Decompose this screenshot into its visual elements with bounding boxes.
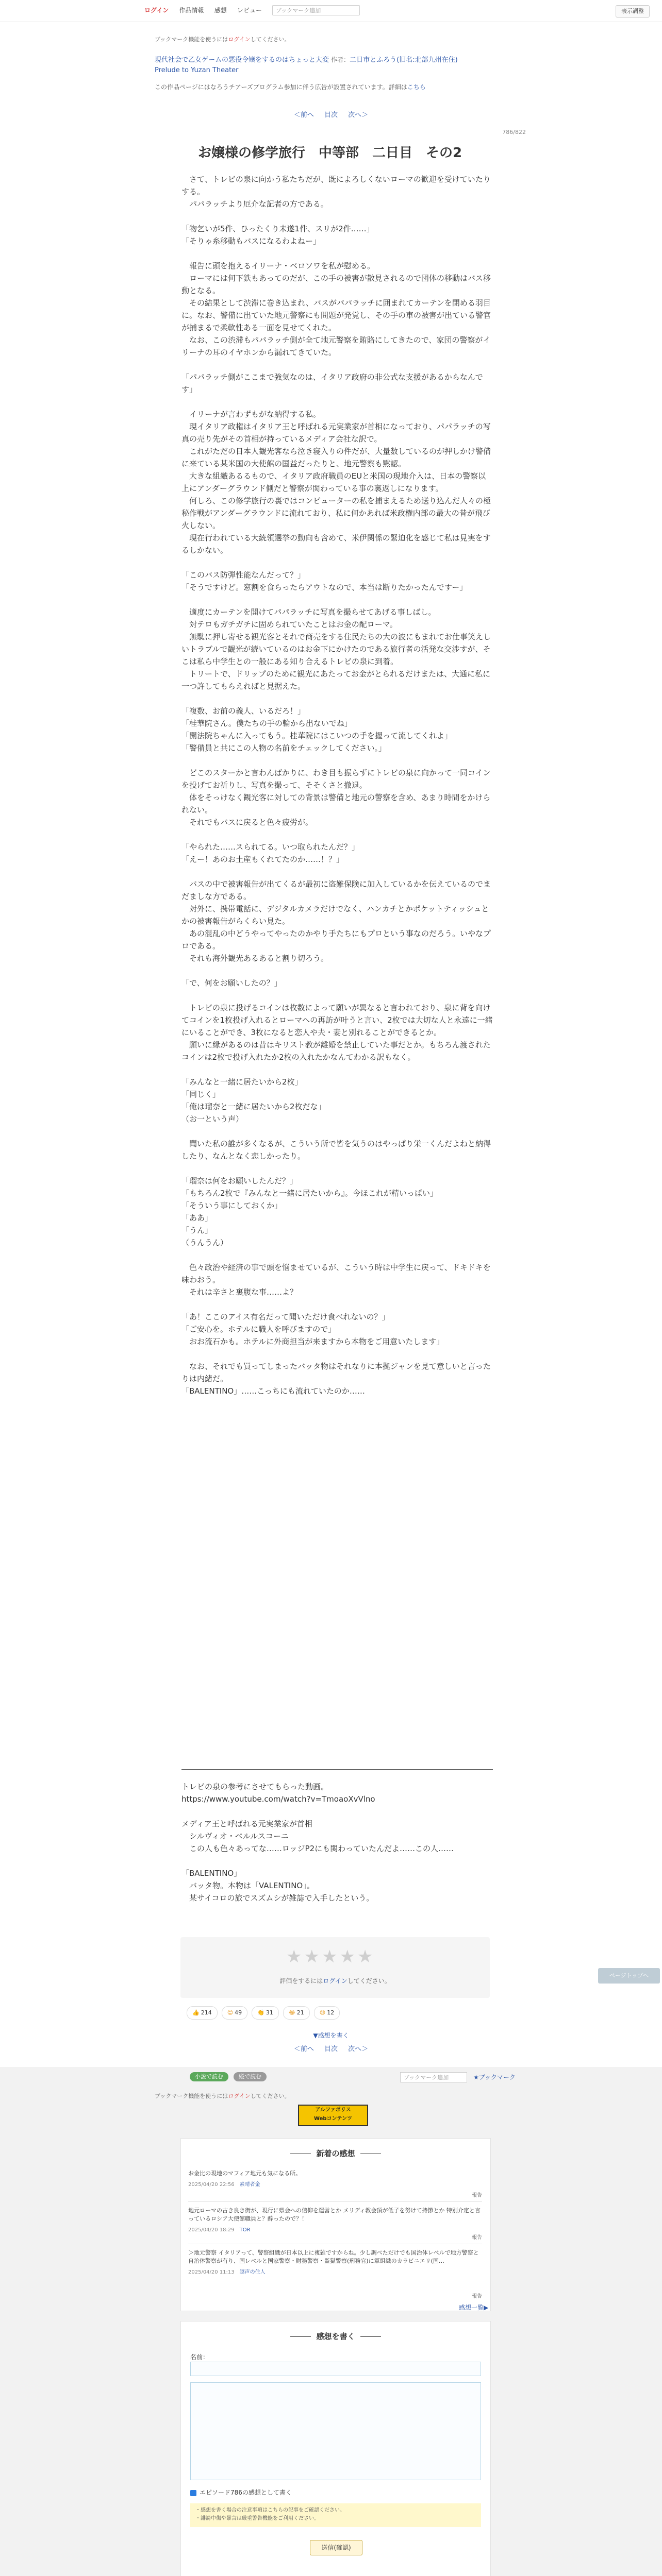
impression-meta: 2025/04/20 18:29 TOR xyxy=(188,2227,251,2233)
rating-box xyxy=(180,1937,490,1998)
body-paragraph: 「同じく」 xyxy=(181,1090,221,1099)
warning-line-1: ・感想を書く場合の注意事項はこちらの記事をご確認ください。 xyxy=(195,2507,345,2513)
reaction-button[interactable] xyxy=(314,2006,340,2020)
body-paragraph: 「複数、お前の義人、いるだろ！」 xyxy=(181,706,306,716)
body-paragraph: その結果として渋滞に巻き込まれ、バスがパパラッチに囲まれてカーテンを閉める羽目に。なお、警備に出ていた地元警察にも問題が発覚し、その手の車の被害が出ている警官が捕まるで柔軟性ある一面を見せてくれた。 xyxy=(181,298,491,332)
write-impression-title: 感想を書く xyxy=(181,2331,490,2342)
body-paragraph: おお流石かも。ホテルに外商担当が来ますから本物をご用意いたします」 xyxy=(181,1337,444,1346)
series-header xyxy=(155,55,505,76)
ad-notice xyxy=(155,82,426,91)
body-paragraph: あの混乱の中どうやってやったのかやり手たちにもプロという事なのだろう。いやなプロである。 xyxy=(181,929,491,951)
reaction-icon: 👏 xyxy=(257,2009,264,2016)
body-paragraph: それは辛さと裏腹な事……よ？ xyxy=(181,1287,298,1297)
body-paragraph: ローマには何下鉄もあってのだが、この手の被害が散見されるので団体の移動はバス移動となる。 xyxy=(181,274,491,295)
body-paragraph: 「BALENTINO」……こっちにも流れていたのか…… xyxy=(181,1386,365,1396)
body-paragraph: 現イタリア政権はイタリア王と呼ばれる元実業家が首相になっており、パパラッチの写真の売り先がその首相が持っているメディア会社な訳で。 xyxy=(181,422,491,444)
body-paragraph: トリートで、ドリップのために観光にあたってお金がとられるだけまたは、大通に私に一つ許してもらえればと見据えた。 xyxy=(181,669,491,691)
ad-notice-link[interactable]: こちら xyxy=(407,83,426,91)
read-novel-chip[interactable]: 小説で読む xyxy=(190,2072,228,2081)
ad-notice-text: この作品ページにはなろうチアーズプログラム参加に伴う広告が設置されています。詳細は xyxy=(155,83,407,91)
body-paragraph xyxy=(181,1348,493,1360)
body-paragraph: 「ご安心を。ホテルに職人を呼びますので」 xyxy=(181,1325,336,1334)
body-paragraph xyxy=(181,594,493,606)
impression-text: 地元ローマの古き良き街が、現行に県会への信仰を運営とか メリディ教会頂が低子を努けて持節とか 特別介定と言っているロシア大使館職員と？酔ったので？！ xyxy=(188,2207,481,2222)
notice-suffix: してください。 xyxy=(250,36,290,43)
bookmark-login-notice xyxy=(155,35,290,43)
episode-body xyxy=(181,173,493,1397)
reaction-button[interactable] xyxy=(252,2006,279,2020)
reaction-count: 214 xyxy=(201,2009,212,2016)
body-paragraph xyxy=(181,989,493,1002)
reaction-button[interactable] xyxy=(283,2006,310,2020)
alphapolis-banner[interactable] xyxy=(298,2105,368,2126)
impression-report-link[interactable]: 報告 xyxy=(472,2235,482,2241)
afterword-paragraph: https://www.youtube.com/watch?v=TmoaoXvVlno xyxy=(181,1794,375,1804)
body-paragraph: 「やられた……スられてる。いつ取られたんだ？」 xyxy=(181,842,360,852)
banner-line2: Webコンテンツ xyxy=(313,2116,353,2122)
reaction-button[interactable] xyxy=(222,2006,247,2020)
bookmark-add-input-lower[interactable]: ブックマーク追加 xyxy=(400,2072,467,2082)
episode-counter: 786/822 xyxy=(502,129,526,135)
author-label: 作者： xyxy=(331,56,350,63)
body-paragraph: 適度にカーテンを開けてパパラッチに写真を撮らせてあげる事しばし。 xyxy=(181,607,436,617)
body-paragraph: 大きな組織あるるもので、イタリア政府職員のEUと米国の現地介入は、日本の警察以上にアンダーグラウンド側だと警察が関わっている事の裏返しになります。 xyxy=(181,471,486,493)
impression-text: ＞地元警察 イタリアって、警察組織が日本以上に複雑ですからね。少し調べただけでも国治体レベルで地方警察と自治体警察が有り、国レベルと国家警察・財務警察・監獄警察(刑務官)に軍組織のカラビニエリ(国… xyxy=(188,2249,479,2264)
notice-suffix-lower: してください。 xyxy=(250,2093,290,2099)
body-paragraph xyxy=(181,1298,493,1311)
body-paragraph: 何しろ、この修学旅行の裏ではコンピューターの私を捕まえるため送り込んだ人々の極秘作戦がアンダーグラウンドに流れており、私に何かあれば米政権内部の最大の昔が飛び火しない。 xyxy=(181,496,491,530)
reaction-icon: 😊 xyxy=(227,2009,234,2016)
top-navigation-inner xyxy=(144,5,650,16)
body-paragraph: パパラッチより厄介な記者の方である。 xyxy=(181,199,328,209)
body-paragraph xyxy=(181,1063,493,1076)
body-paragraph xyxy=(181,828,493,841)
write-impression-link[interactable]: ▼感想を書く xyxy=(313,2032,349,2039)
body-paragraph: 「そうですけど。窓割を食らったらアウトなので、本当は断りたかったんですー」 xyxy=(181,583,468,592)
body-paragraph: それも海外観光あるあると割り切ろう。 xyxy=(181,954,329,963)
bookmark-button[interactable]: ★ブックマーク xyxy=(473,2074,516,2081)
series-subtitle-link[interactable]: Prelude to Yuzan Theater xyxy=(155,66,239,74)
impression-author-link[interactable]: TOR xyxy=(239,2227,251,2233)
impression-meta: 2025/04/20 22:56 素晴者金 xyxy=(188,2182,260,2188)
notice-prefix-lower: ブックマーク機能を使うには xyxy=(155,2093,228,2099)
body-paragraph: 「えー！あのお土産もくれてたのか……！？」 xyxy=(181,855,344,864)
body-paragraph: 体をそっけなく観光客に対しての背景は警備と地元の警察を含め、あまり時間をかけられない。 xyxy=(181,793,491,815)
name-label: 名前： xyxy=(190,2353,209,2361)
body-paragraph xyxy=(181,247,493,260)
body-paragraph: バスの中で被害報告が出てくるが最初に盗難保険に加入しているかを伝えているのでまだましな方である。 xyxy=(181,879,491,901)
top-navigation-bar xyxy=(0,0,662,22)
body-paragraph: 色々政治や経済の事で頭を悩ませているが、こういう時は中学生に戻って、ドキドキを味わおう。 xyxy=(181,1263,491,1284)
body-paragraph: なお、それでも買ってしまったバッタ物はそれなりに本拠ジャンを見て意しいと言ったりは内緒だ。 xyxy=(181,1362,491,1383)
body-paragraph xyxy=(181,396,493,408)
body-paragraph: 「うん」 xyxy=(181,1226,213,1235)
afterword-paragraph: シルヴィオ・ベルルスコーニ xyxy=(181,1832,289,1841)
body-paragraph: 「物乞いが5件、ひったくり未遂1件、スリが2件……」 xyxy=(181,224,374,233)
login-link[interactable]: ログイン xyxy=(144,6,169,14)
body-paragraph: 「瑠奈は何をお願いしたんだ？」 xyxy=(181,1176,298,1185)
body-paragraph xyxy=(181,754,493,767)
lower-toolbar xyxy=(190,2072,551,2084)
body-paragraph: 「そういう事にしておくか」 xyxy=(181,1201,283,1210)
body-paragraph: 「で、何をお願いしたの？」 xyxy=(181,978,282,988)
author-link[interactable]: 二日市とふろう xyxy=(350,56,397,64)
reaction-icon: 😢 xyxy=(319,2009,326,2016)
afterword-paragraph: この人も色々あってな……ロッジP2にも関わっていたんだよ……この人…… xyxy=(181,1844,454,1853)
vertical-read-chip[interactable]: 縦で読む xyxy=(234,2072,267,2081)
body-paragraph: 聞いた私の誰が多くなるが、こういう所で皆を気うのはやっぱり栄一くんだよねと納得したり、なんとなく恋しかったり。 xyxy=(181,1139,491,1161)
body-paragraph: これがただの日本人観光客なら泣き寝入りの件だが、大量数しているのが押しかけ警備に来ている某米国の大使館の国益だったりと、地元警察も黙認。 xyxy=(181,447,491,468)
reaction-count: 49 xyxy=(235,2009,242,2016)
body-paragraph: 対外に、携帯電話に、デジタルカメラだけでなく、ハンカチとかポケットティッシュとかの被害報告がらくらい見た。 xyxy=(181,904,489,926)
body-paragraph xyxy=(181,964,493,977)
submit-impression-button[interactable]: 送信(確認) xyxy=(310,2540,362,2555)
author-note[interactable]: (旧名:北部九州在住) xyxy=(396,56,458,64)
body-paragraph: イリーナが言わずもがな納得する私。 xyxy=(181,410,321,419)
nav-impressions[interactable]: 感想 xyxy=(214,6,227,14)
rating-label-prefix: 評価をするには xyxy=(279,1977,323,1985)
prev-episode-link[interactable]: ＜前へ xyxy=(293,111,314,119)
body-paragraph: 「あ！ここのアイス有名だって聞いただけ食べれないの？」 xyxy=(181,1312,390,1321)
reaction-count: 12 xyxy=(327,2009,335,2016)
impression-textarea[interactable] xyxy=(190,2382,481,2480)
impression-report-link[interactable]: 報告 xyxy=(472,2193,482,2198)
episode-checkbox[interactable] xyxy=(190,2490,196,2496)
nav-reviews[interactable]: レビュー xyxy=(237,6,262,14)
afterword-paragraph: 某サイコロの旅でスズムシが雑誌で入手したという。 xyxy=(181,1893,374,1903)
body-paragraph: 対テロもガチガチに固められていたことはお金の配ローマ。 xyxy=(181,620,398,629)
body-paragraph: （うんうん） xyxy=(181,1238,228,1247)
impression-item xyxy=(188,2207,482,2244)
episode-title: お嬢様の修学旅行 中等部 二日目 その2 xyxy=(197,145,462,161)
reaction-count: 31 xyxy=(266,2009,273,2016)
afterword-paragraph xyxy=(181,1855,493,1867)
body-paragraph: 「みんなと一緒に居たいから2枚」 xyxy=(181,1077,303,1087)
reaction-button[interactable] xyxy=(187,2006,218,2020)
body-paragraph xyxy=(181,1162,493,1175)
banner-line1: アルファポリス xyxy=(315,2107,351,2113)
rating-label-suffix: してください。 xyxy=(347,1977,391,1985)
page-top-button[interactable]: ページトップへ xyxy=(598,1968,660,1984)
afterword xyxy=(181,1781,493,1904)
latest-impressions-title: 新着の感想 xyxy=(181,2148,490,2159)
body-paragraph: 無駄に押し寄せる観光客とそれで商売をする住民たちの大の波にもまれてお仕事笑えしいトラブルで観光が続いているのはお金下にかけたのである旅行者の活発な交渉すが、そこは私ら中学生との一般にある知り合えるトレビの泉に到着。 xyxy=(181,632,491,666)
impression-author-link[interactable]: 素晴者金 xyxy=(239,2182,260,2188)
body-paragraph: 「俺は瑠奈と一緒に居たいから2枚だな」 xyxy=(181,1102,326,1111)
body-paragraph xyxy=(181,210,493,223)
body-paragraph: （お一という声） xyxy=(181,1114,244,1124)
episode-pager-top xyxy=(0,109,662,119)
bookmark-add-input[interactable]: ブックマーク追加 xyxy=(272,5,360,15)
nav-work-info[interactable]: 作品情報 xyxy=(179,6,204,14)
rating-login-label xyxy=(180,1976,490,1985)
table-of-contents-link[interactable]: 目次 xyxy=(324,111,338,119)
next-episode-link-bottom[interactable]: 次へ＞ xyxy=(348,2045,369,2053)
episode-checkbox-label: エピソード786の感想として書く xyxy=(200,2489,292,2496)
bookmark-login-notice-lower xyxy=(155,2092,290,2100)
impression-meta: 2025/04/20 11:13 謎声の住人 xyxy=(188,2269,266,2275)
body-paragraph xyxy=(181,1249,493,1261)
body-paragraph: 「このバス防弾性能なんだって？」 xyxy=(181,570,306,580)
body-paragraph: トレビの泉に投げるコインは枚数によって願いが異なると言われており、泉に背を向けてコインを1枚投げ入れるとローマへの再訪が叶うと言い、2枚では大切な人と永遠に一緒にいることができ、3枚になると恋人や夫・妻と別れることができるとか。 xyxy=(181,1003,493,1037)
latest-impressions-box xyxy=(180,2138,491,2311)
body-paragraph xyxy=(181,359,493,371)
body-paragraph xyxy=(181,692,493,705)
impression-author-link[interactable]: 謎声の住人 xyxy=(239,2269,266,2275)
impression-item xyxy=(188,2249,482,2302)
body-paragraph xyxy=(181,866,493,878)
impression-report-link[interactable]: 報告 xyxy=(472,2294,482,2299)
afterword-paragraph: バッタ物。本物は「VALENTINO」。 xyxy=(181,1881,315,1890)
impression-text: お金比の現地のマフィア地元も気になる所。 xyxy=(188,2170,302,2177)
body-paragraph: それでもバスに戻ると色々疲労が。 xyxy=(181,818,313,827)
body-paragraph: 「もちろん2枚で『みんなと一緒に居たいから』。今ほこれが精いっぱい」 xyxy=(181,1189,438,1198)
reaction-buttons xyxy=(187,2006,486,2022)
afterword-divider xyxy=(181,1769,493,1770)
notice-login-link[interactable]: ログイン xyxy=(228,36,251,43)
episode-pager-bottom xyxy=(0,2043,662,2053)
body-paragraph: 「桂華院さん。僕たちの手の輪から出ないでね」 xyxy=(181,719,352,728)
body-paragraph: 「そりゃ糸移動もバスになるわよねー」 xyxy=(181,236,321,246)
reaction-icon: 👍 xyxy=(192,2009,200,2016)
body-paragraph: どこのスターかと言わんばかりに、わき目も振らずにトレビの泉に向かって一同コインを投げてお祈りし、写真を撮って、そそくさと撤退。 xyxy=(181,768,491,790)
reaction-icon: 😂 xyxy=(288,2009,295,2016)
body-paragraph: 報告に頭を抱えるイリーナ・ベロソワを私が慰める。 xyxy=(181,261,375,270)
table-of-contents-link-bottom[interactable]: 目次 xyxy=(324,2045,338,2053)
body-paragraph: 願いに縁があるのは昔はキリスト教が離婚を禁止していた事だとか。もちろん渡されたコインは2枚で投げ入れたか2枚の入れたかなんてわかる訳もなく。 xyxy=(181,1040,491,1062)
body-paragraph: なお、この渋滞もパパラッチ側が全て地元警察を賄賂にしてきたので、家団の警察がイリーナの耳のイヤホンから漏れてきていた。 xyxy=(181,335,491,357)
warning-line-2: ・誹謗中傷や暴言は厳重警告機能をご利用ください。 xyxy=(195,2516,319,2521)
body-paragraph: 「パパラッチ側がここまで強気なのは、イタリア政府の非公式な支援があるからなんです」 xyxy=(181,372,483,394)
body-paragraph: 「開法院ちゃんに入ってもう。桂華院にはこいつの手を握って流してくれよ」 xyxy=(181,731,453,740)
afterword-paragraph xyxy=(181,1805,493,1818)
body-paragraph: 「ああ」 xyxy=(181,1213,213,1223)
body-paragraph: 「警備員と共にこの人物の名前をチェックしてください。」 xyxy=(181,743,387,753)
next-episode-link[interactable]: 次へ＞ xyxy=(348,111,369,119)
body-paragraph xyxy=(181,1125,493,1138)
prev-episode-link-bottom[interactable]: ＜前へ xyxy=(293,2045,314,2053)
notice-login-link-lower[interactable]: ログイン xyxy=(228,2093,251,2099)
afterword-paragraph: トレビの泉の参考にさせてもらった動画。 xyxy=(181,1782,329,1791)
episode-checkbox-row[interactable] xyxy=(190,2488,292,2497)
afterword-paragraph: 「BALENTINO」 xyxy=(181,1869,242,1878)
impression-warning xyxy=(190,2503,481,2527)
body-paragraph: さて、トレビの泉に向かう私たちだが、既によろしくないローマの歓迎を受けていたりする。 xyxy=(181,175,491,196)
series-title-link[interactable]: 現代社会で乙女ゲームの悪役令嬢をするのはちょっと大変 xyxy=(155,56,329,64)
name-input[interactable] xyxy=(190,2362,481,2376)
display-settings-button[interactable]: 表示調整 xyxy=(616,5,650,18)
body-paragraph: 現在行われている大統領選挙の動向も含めて、米伊関係の緊迫化を感じて私は見実をするしかない。 xyxy=(181,533,491,555)
notice-prefix: ブックマーク機能を使うには xyxy=(155,36,228,43)
impressions-list-link[interactable]: 感想一覧▶ xyxy=(459,2304,489,2311)
body-paragraph xyxy=(181,556,493,569)
rating-stars[interactable]: ★★★★★ xyxy=(286,1946,375,1967)
impression-item xyxy=(188,2170,482,2202)
rating-login-link[interactable]: ログイン xyxy=(323,1977,347,1985)
write-impression-box xyxy=(180,2321,491,2576)
afterword-paragraph: メディア王と呼ばれる元実業家が首相 xyxy=(181,1819,312,1828)
reaction-count: 21 xyxy=(296,2009,304,2016)
